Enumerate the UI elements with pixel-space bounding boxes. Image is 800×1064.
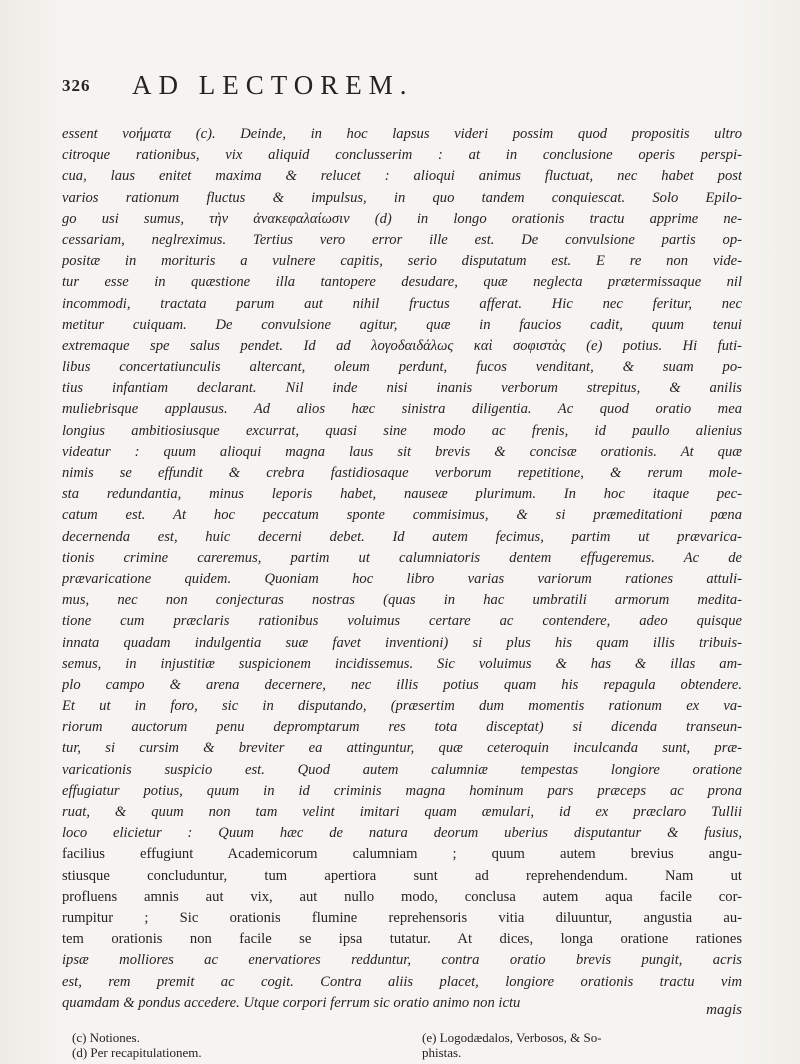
footnote-d: (d) Per recapitulationem. [72, 1045, 202, 1060]
text-line: mus, nec non conjecturas nostras (quas in hac umbratili armorum medita- [62, 592, 742, 609]
text-line: plo campo & arena decernere, nec illis potius quam his repagula obtendere. [62, 676, 742, 693]
text-line: est, rem premit ac cogit. Contra aliis placet, longiore orationis tractu vim [62, 973, 742, 990]
footnotes-right-column [422, 1030, 752, 1060]
text-line: go usi sumus, τὴν ἀνακεφαλαίωσιν (d) in longo orationis tractu apprime ne- [62, 210, 742, 227]
text-line: tionis crimine careremus, partim ut calumniatoris dentem effugeremus. Ac de [62, 549, 742, 566]
text-line: semus, in injustitiæ suspicionem incidissemus. Sic voluimus & has & illas am- [62, 655, 742, 672]
text-line: muliebrisque applausus. Ad alios hæc sinistra diligentia. Ac quod oratio mea [62, 401, 742, 418]
text-line: stiusque concluduntur, tum apertiora sunt ad reprehendendum. Nam ut [62, 867, 742, 884]
text-line: tem orationis non facile se ipsa tutatur. At dices, longa oratione rationes [62, 931, 742, 948]
text-line: sta redundantia, minus leporis habet, nauseæ plurimum. In hoc itaque pec- [62, 486, 742, 503]
text-line: videatur : quum alioqui magna laus sit brevis & concisæ orationis. At quæ [62, 443, 742, 460]
text-line: decernenda est, huic decerni debet. Id autem fecimus, partim ut prævarica- [62, 528, 742, 545]
text-line: Et ut in foro, sic in disputando, (præsertim dum momentis rationum ex va- [62, 698, 742, 715]
text-line: effugiatur potius, quum in id criminis magna hominum pars præceps ac prona [62, 782, 742, 799]
text-line: cessariam, neglreximus. Tertius vero error ille est. De convulsione partis op- [62, 231, 742, 248]
text-line: catum est. At hoc peccatum sponte commisimus, & si præmeditationi pœna [62, 507, 742, 524]
text-line: varios rationum fluctus & impulsus, in quo tandem conquiescat. Solo Epilo- [62, 189, 742, 206]
text-line: longius ambitiosiusque excurrat, quasi sine modo ac frenis, id paullo alienius [62, 422, 742, 439]
footnote-e-continued: phistas. [422, 1045, 462, 1060]
text-line: ipsæ molliores ac enervatiores redduntur, contra oratio brevis pungit, acris [62, 952, 742, 969]
text-line: quamdam & pondus accedere. Utque corpori ferrum sic oratio animo non ictu [62, 994, 521, 1011]
running-head: AD LECTOREM. [132, 70, 414, 100]
text-line: loco elicietur : Quum hæc de natura deorum uberius disputantur & fusius, [62, 825, 742, 842]
footnote-c: (c) Notiones. [72, 1030, 140, 1045]
text-line: profluens amnis aut vix, aut nullo modo, conclusa autem aqua facile cor- [62, 888, 742, 905]
text-line: libus concertatiunculis altercant, oleum perdunt, fucos venditant, & suam po- [62, 359, 742, 376]
text-line: positæ in morituris a vulnere capitis, serio disputatum est. E re non vide- [62, 253, 742, 270]
body-text [62, 124, 742, 1014]
text-line: rumpitur ; Sic orationis flumine reprehensoris vitia diluuntur, angustia au- [62, 909, 742, 926]
text-line: tur esse in quæstione illa tantopere desudare, quæ neglecta prætermissaque nil [62, 274, 742, 291]
footnotes-left-column [72, 1030, 402, 1060]
page-header [62, 70, 742, 104]
text-line: prævaricatione quidem. Quoniam hoc libro varias variorum rationes attuli- [62, 570, 742, 587]
text-line: ruat, & quum non tam velint imitari quam æmulari, id ex præclaro Tullii [62, 804, 742, 820]
footnote-e: (e) Logodædalos, Verbosos, & So- [422, 1030, 602, 1045]
text-line: tius infantiam declarant. Nil inde nisi inanis verborum strepitus, & anilis [62, 380, 742, 397]
text-line: innata quadam indulgentia suæ favet inventioni) si plus his quam illis tribuis- [62, 634, 742, 651]
text-line: incommodi, tractata parum aut nihil fructus afferat. Hic nec feritur, nec [62, 295, 742, 312]
text-line: essent νοήματα (c). Deinde, in hoc lapsus videri possim quod propositis ultro [62, 126, 742, 142]
text-line: tione cum præclaris rationibus voluimus certare ac contendere, adeo quisque [62, 613, 742, 630]
page-number: 326 [62, 76, 91, 95]
text-line: facilius effugiunt Academicorum calumniam ; quum autem brevius angu- [62, 846, 742, 863]
text-line: metitur cuiquam. De convulsione agitur, quæ in faucios cadit, quum tenui [62, 316, 742, 333]
text-line: varicationis suspicio est. Quod autem calumniæ tempestas longiore oratione [62, 761, 742, 778]
text-line: riorum auctorum penu depromptarum res tota disceptat) si dicenda transeun- [62, 719, 742, 736]
text-line: cua, laus enitet maxima & relucet : alioqui animus fluctuat, nec habet post [62, 168, 742, 185]
text-line: citroque rationibus, vix aliquid conclusserim : at in conclusione operis perspi- [62, 147, 742, 164]
text-line: extremaque spe salus pendet. Id ad λογοδαιδάλως καὶ σοφιστὰς (e) potius. Hi futi- [62, 337, 742, 354]
text-line: tur, si cursim & breviter ea attinguntur, quæ ceteroquin inculcanda sunt, præ- [62, 740, 742, 757]
catchword: magis [706, 1002, 742, 1018]
text-line: nimis se effundit & crebra fastidiosaque verborum repetitione, & rerum mole- [62, 465, 742, 481]
